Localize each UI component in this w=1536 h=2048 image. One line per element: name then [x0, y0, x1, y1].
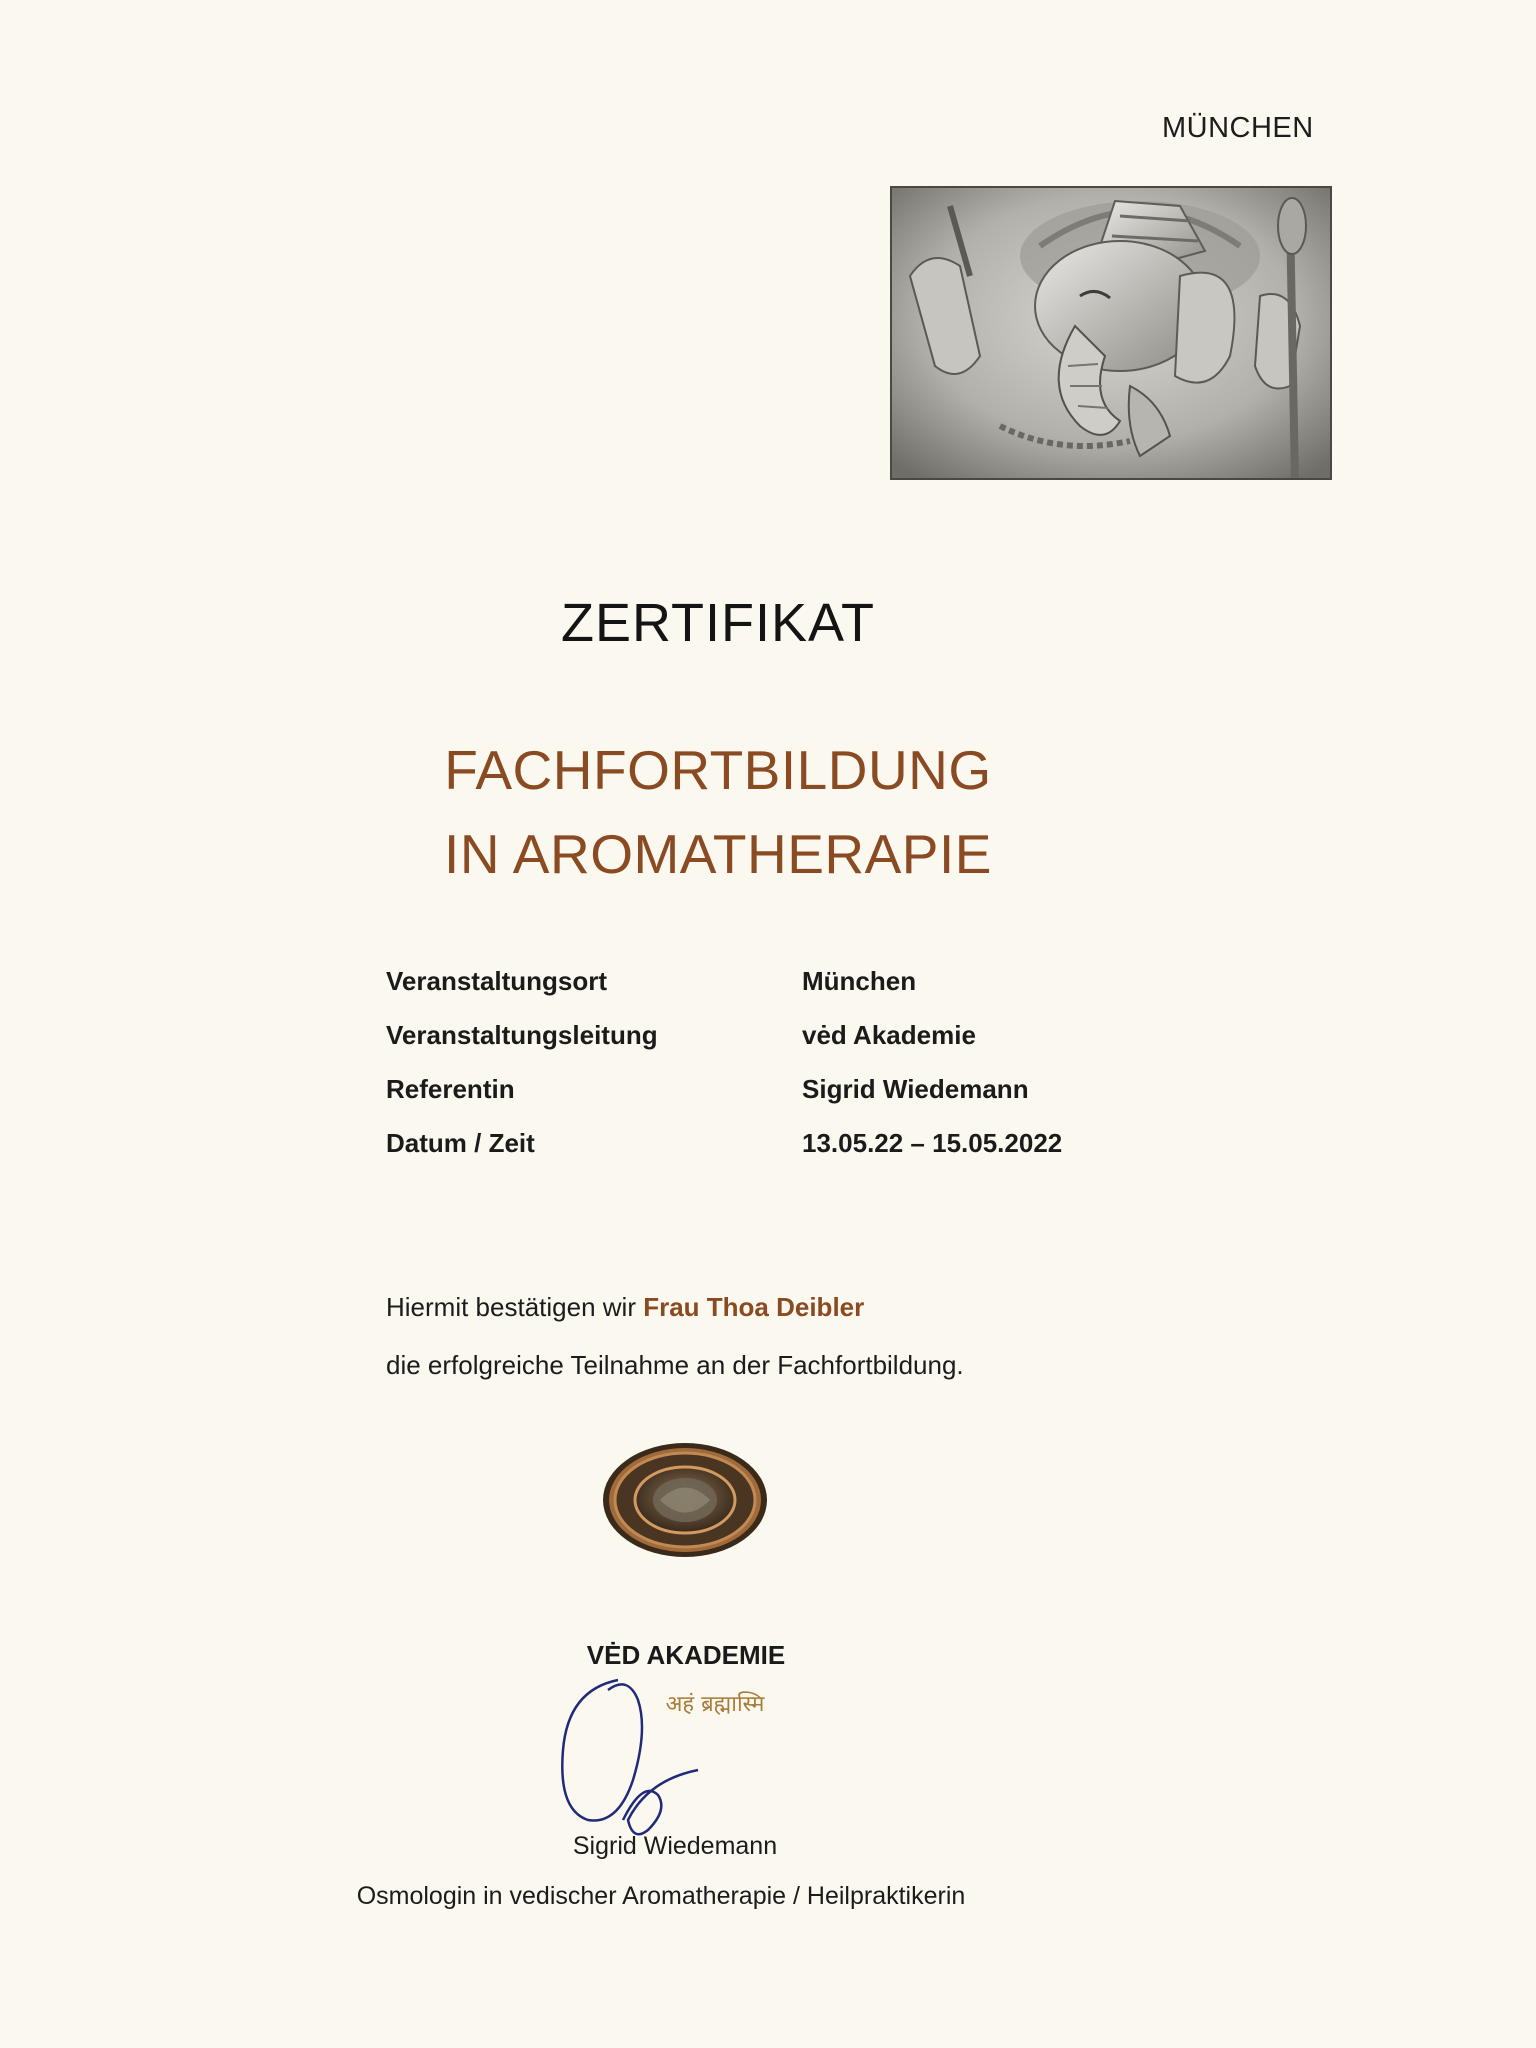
event-details-table [386, 966, 1146, 1182]
detail-value: Sigrid Wiedemann [802, 1074, 1029, 1104]
academy-motto: अहं ब्रह्मास्मि [665, 1692, 765, 1717]
academy-seal-emblem [600, 1440, 770, 1560]
seal-graphic [600, 1440, 770, 1560]
signer-role: Osmologin in vedischer Aromatherapie / Heilpraktikerin [356, 1882, 966, 1910]
handwritten-signature [548, 1670, 758, 1850]
confirmation-line-1 [386, 1292, 864, 1323]
detail-row [386, 1128, 1146, 1182]
confirmation-line-2: die erfolgreiche Teilnahme an der Fachfortbildung. [386, 1350, 964, 1380]
participant-name: Frau Thoa Deibler [643, 1292, 865, 1322]
confirmation-prefix: Hiermit bestätigen wir [386, 1292, 644, 1322]
academy-name: VĖD AKADEMIE [586, 1640, 786, 1670]
detail-label: Datum / Zeit [386, 1128, 535, 1158]
detail-label: Veranstaltungsleitung [386, 1020, 658, 1050]
city-header: MÜNCHEN [1162, 112, 1314, 144]
detail-value: München [802, 966, 917, 996]
detail-row [386, 1074, 1146, 1128]
detail-row [386, 966, 1146, 1020]
detail-label: Veranstaltungsort [386, 966, 608, 996]
ganesha-relief-illustration [890, 186, 1332, 480]
certificate-title: ZERTIFIKAT [560, 593, 875, 653]
detail-row [386, 1020, 1146, 1074]
detail-label: Referentin [386, 1074, 515, 1104]
detail-value: 13.05.22 – 15.05.2022 [802, 1128, 1063, 1158]
course-title-line-2: IN AROMATHERAPIE [444, 823, 992, 885]
ganesha-relief-image [890, 186, 1332, 480]
detail-value: vėd Akademie [802, 1020, 976, 1050]
signer-name: Sigrid Wiedemann [572, 1832, 778, 1860]
course-title-line-1: FACHFORTBILDUNG [444, 739, 992, 801]
